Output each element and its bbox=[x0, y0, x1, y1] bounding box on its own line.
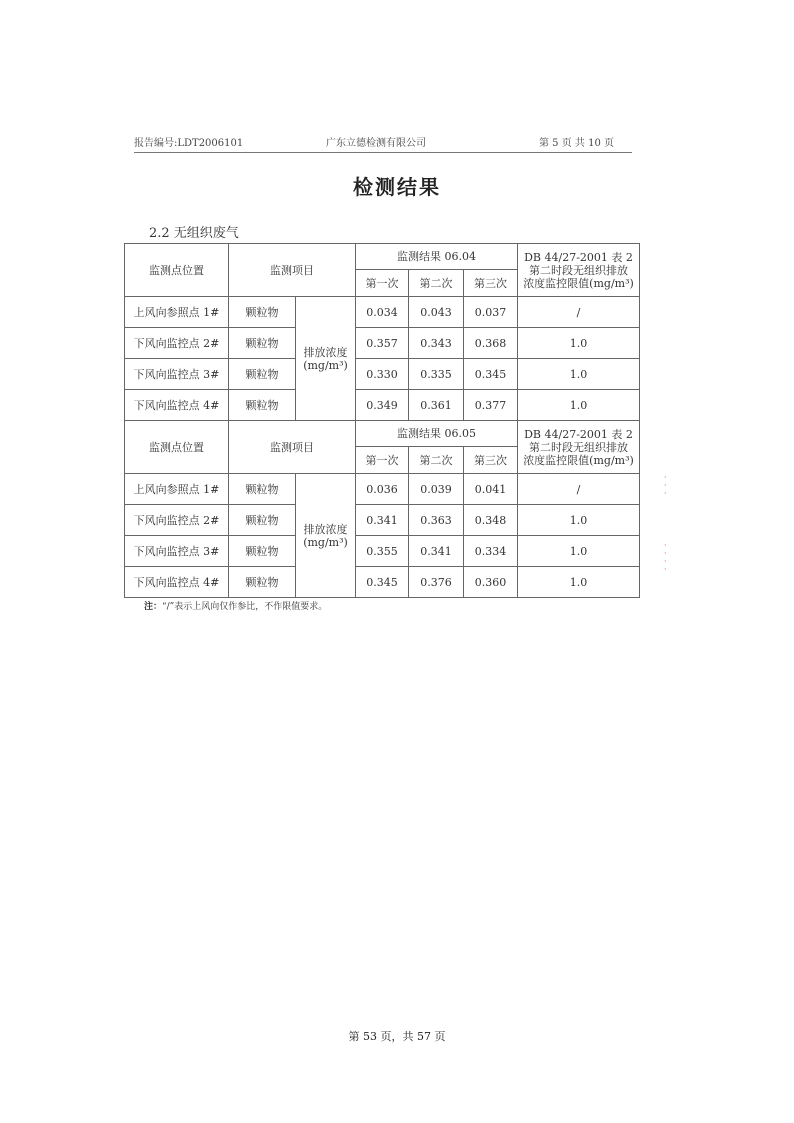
concentration-unit: (mg/m³) bbox=[303, 535, 348, 549]
standard-line: 第二时段无组织排放 bbox=[529, 263, 628, 277]
value-cell: 0.361 bbox=[409, 390, 464, 421]
item-cell: 颗粒物 bbox=[229, 536, 296, 567]
concentration-unit-cell bbox=[296, 474, 356, 598]
concentration-label: 排放浓度 bbox=[303, 345, 348, 359]
item-cell: 颗粒物 bbox=[229, 297, 296, 328]
section-title: 2.2 无组织废气 bbox=[149, 226, 239, 241]
header-item: 监测项目 bbox=[229, 244, 356, 297]
header-time: 第二次 bbox=[409, 447, 464, 474]
location-cell: 下风向监控点 3# bbox=[125, 359, 229, 390]
location-cell: 上风向参照点 1# bbox=[125, 297, 229, 328]
header-standard bbox=[518, 244, 640, 297]
results-table bbox=[124, 243, 640, 598]
limit-cell: / bbox=[518, 297, 640, 328]
value-cell: 0.034 bbox=[356, 297, 409, 328]
location-cell: 下风向监控点 2# bbox=[125, 505, 229, 536]
header-time: 第二次 bbox=[409, 270, 464, 297]
value-cell: 0.360 bbox=[464, 567, 518, 598]
page-title: 检测结果 bbox=[353, 175, 441, 199]
concentration-unit-cell bbox=[296, 297, 356, 421]
standard-line: 浓度监控限值(mg/m³) bbox=[523, 453, 634, 467]
note-label: 注： bbox=[144, 602, 163, 612]
location-cell: 下风向监控点 3# bbox=[125, 536, 229, 567]
concentration-label: 排放浓度 bbox=[303, 522, 348, 536]
margin-mark: · · · · bbox=[664, 541, 667, 574]
report-number: 报告编号:LDT2006101 bbox=[134, 138, 244, 149]
company-name: 广东立德检测有限公司 bbox=[326, 138, 426, 149]
value-cell: 0.330 bbox=[356, 359, 409, 390]
item-cell: 颗粒物 bbox=[229, 328, 296, 359]
item-cell: 颗粒物 bbox=[229, 359, 296, 390]
value-cell: 0.377 bbox=[464, 390, 518, 421]
header-divider bbox=[134, 152, 632, 153]
value-cell: 0.368 bbox=[464, 328, 518, 359]
table-note bbox=[144, 599, 327, 612]
header-location: 监测点位置 bbox=[125, 244, 229, 297]
standard-line: DB 44/27-2001 表 2 bbox=[524, 250, 633, 264]
limit-cell: 1.0 bbox=[518, 567, 640, 598]
page-info: 第 5 页 共 10 页 bbox=[539, 138, 614, 149]
standard-line: 浓度监控限值(mg/m³) bbox=[523, 276, 634, 290]
limit-cell: 1.0 bbox=[518, 328, 640, 359]
header-location: 监测点位置 bbox=[125, 421, 229, 474]
limit-cell: 1.0 bbox=[518, 536, 640, 567]
item-cell: 颗粒物 bbox=[229, 567, 296, 598]
header-time: 第三次 bbox=[464, 270, 518, 297]
location-cell: 下风向监控点 4# bbox=[125, 390, 229, 421]
value-cell: 0.341 bbox=[356, 505, 409, 536]
value-cell: 0.355 bbox=[356, 536, 409, 567]
location-cell: 下风向监控点 2# bbox=[125, 328, 229, 359]
value-cell: 0.376 bbox=[409, 567, 464, 598]
value-cell: 0.363 bbox=[409, 505, 464, 536]
value-cell: 0.335 bbox=[409, 359, 464, 390]
value-cell: 0.041 bbox=[464, 474, 518, 505]
item-cell: 颗粒物 bbox=[229, 390, 296, 421]
value-cell: 0.349 bbox=[356, 390, 409, 421]
item-cell: 颗粒物 bbox=[229, 474, 296, 505]
note-text: “/”表示上风向仅作参比，不作限值要求。 bbox=[162, 602, 328, 612]
value-cell: 0.348 bbox=[464, 505, 518, 536]
value-cell: 0.345 bbox=[464, 359, 518, 390]
value-cell: 0.345 bbox=[356, 567, 409, 598]
limit-cell: 1.0 bbox=[518, 505, 640, 536]
header-time: 第三次 bbox=[464, 447, 518, 474]
value-cell: 0.043 bbox=[409, 297, 464, 328]
value-cell: 0.334 bbox=[464, 536, 518, 567]
header-time: 第一次 bbox=[356, 447, 409, 474]
standard-line: 第二时段无组织排放 bbox=[529, 440, 628, 454]
value-cell: 0.357 bbox=[356, 328, 409, 359]
value-cell: 0.037 bbox=[464, 297, 518, 328]
page-footer: 第 53 页，共 57 页 bbox=[348, 1030, 446, 1043]
header-time: 第一次 bbox=[356, 270, 409, 297]
value-cell: 0.036 bbox=[356, 474, 409, 505]
header-standard bbox=[518, 421, 640, 474]
value-cell: 0.341 bbox=[409, 536, 464, 567]
standard-line: DB 44/27-2001 表 2 bbox=[524, 427, 633, 441]
value-cell: 0.039 bbox=[409, 474, 464, 505]
header-item: 监测项目 bbox=[229, 421, 356, 474]
item-cell: 颗粒物 bbox=[229, 505, 296, 536]
value-cell: 0.343 bbox=[409, 328, 464, 359]
limit-cell: / bbox=[518, 474, 640, 505]
margin-mark: · · · bbox=[664, 473, 667, 498]
concentration-unit: (mg/m³) bbox=[303, 358, 348, 372]
limit-cell: 1.0 bbox=[518, 390, 640, 421]
location-cell: 下风向监控点 4# bbox=[125, 567, 229, 598]
limit-cell: 1.0 bbox=[518, 359, 640, 390]
location-cell: 上风向参照点 1# bbox=[125, 474, 229, 505]
header-result-date: 监测结果 06.05 bbox=[356, 421, 518, 447]
header-result-date: 监测结果 06.04 bbox=[356, 244, 518, 270]
